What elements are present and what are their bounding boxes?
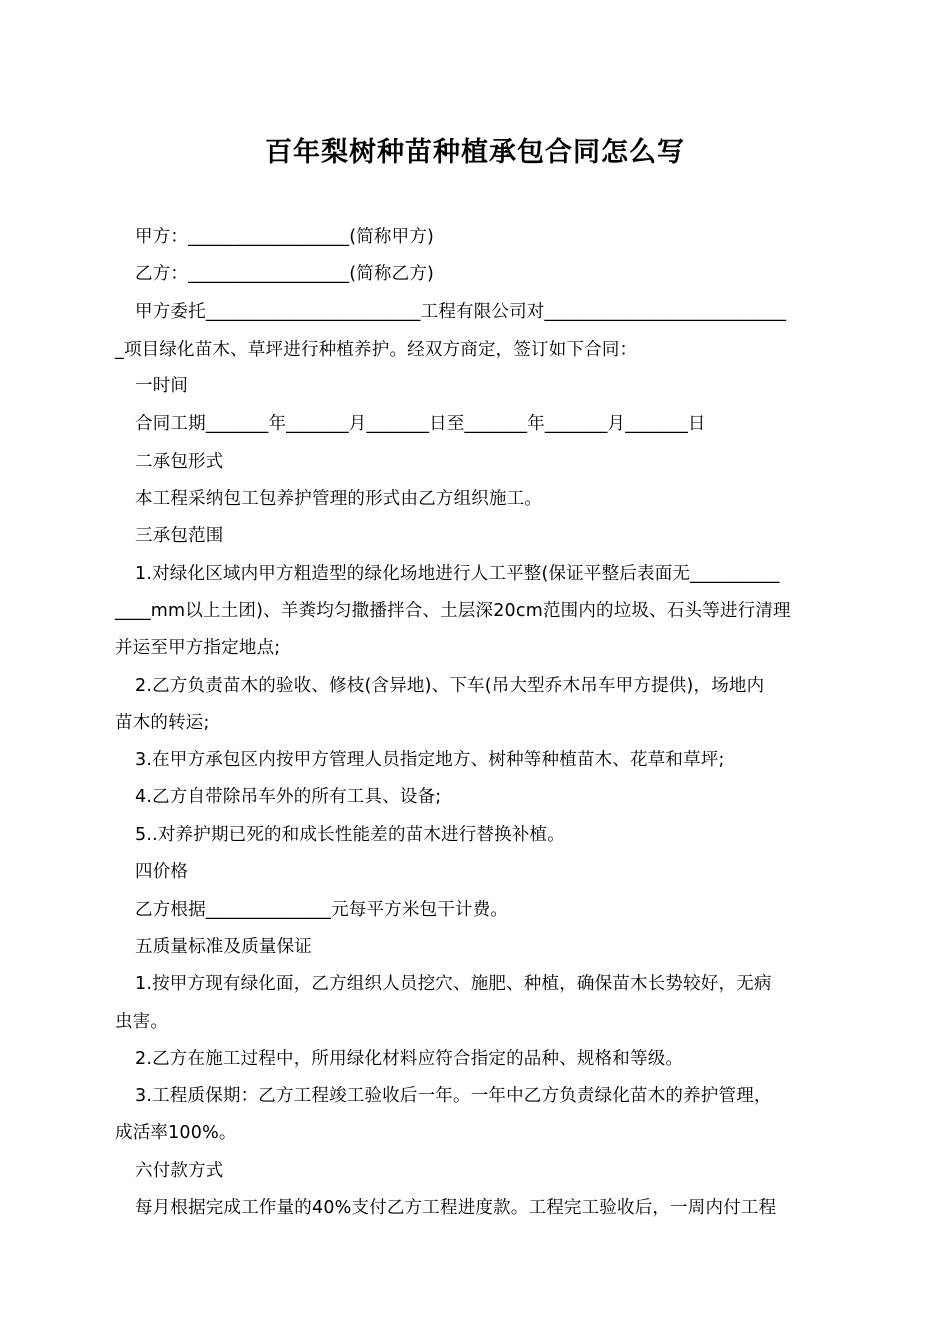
section-heading-quality: 五质量标准及质量保证 [135, 937, 312, 957]
contract-period-line: 合同工期_______年_______月_______日至_______年_______月_______日 [135, 414, 706, 434]
list-item-cont: 苗木的转运; [115, 713, 210, 733]
section-heading-price: 四价格 [135, 862, 189, 882]
list-item: 3.工程质保期：乙方工程竣工验收后一年。一年中乙方负责绿化苗木的养护管理， [135, 1086, 772, 1106]
list-item: 1.按甲方现有绿化面，乙方组织人员挖穴、施肥、种植，确保苗木长势较好，无病 [135, 974, 772, 994]
commission-line: 甲方委托________________________工程有限公司对___________________________ [135, 302, 787, 322]
list-item: 3.在甲方承包区内按甲方管理人员指定地方、树种等种植苗木、花草和草坪; [135, 750, 725, 770]
list-item: 2.乙方负责苗木的验收、修枝(含异地)、下车(吊大型乔木吊车甲方提供)，场地内 [135, 676, 765, 696]
page-title: 百年梨树种苗种植承包合同怎么写 [265, 137, 685, 168]
paragraph: 乙方根据______________元每平方米包干计费。 [135, 900, 509, 920]
section-heading-time: 一时间 [135, 376, 189, 396]
list-item-cont: 虫害。 [115, 1012, 169, 1032]
paragraph: 每月根据完成工作量的40%支付乙方工程进度款。工程完工验收后，一周内付工程 [135, 1198, 777, 1218]
list-item: 2.乙方在施工过程中，所用绿化材料应符合指定的品种、规格和等级。 [135, 1049, 684, 1069]
list-item: 5..对养护期已死的和成长性能差的苗木进行替换补植。 [135, 825, 565, 845]
party-a-line: 甲方：__________________(简称甲方) [135, 227, 435, 247]
list-item-cont: 并运至甲方指定地点; [115, 638, 281, 658]
list-item-cont: ____mm以上土团)、羊粪均匀撒播拌合、土层深20cm范围内的垃圾、石头等进行清理 [115, 601, 791, 621]
list-item: 4.乙方自带除吊车外的所有工具、设备; [135, 787, 442, 807]
list-item-cont: 成活率100%。 [115, 1123, 237, 1143]
commission-line-cont: _项目绿化苗木、草坪进行种植养护。经双方商定，签订如下合同： [115, 340, 638, 360]
party-b-line: 乙方：__________________(简称乙方) [135, 264, 435, 284]
section-heading-contract-form: 二承包形式 [135, 452, 224, 472]
section-heading-scope: 三承包范围 [135, 526, 224, 546]
list-item: 1.对绿化区域内甲方粗造型的绿化场地进行人工平整(保证平整后表面无__________ [135, 564, 780, 584]
section-heading-payment: 六付款方式 [135, 1161, 224, 1181]
paragraph: 本工程采纳包工包养护管理的形式由乙方组织施工。 [135, 489, 543, 509]
